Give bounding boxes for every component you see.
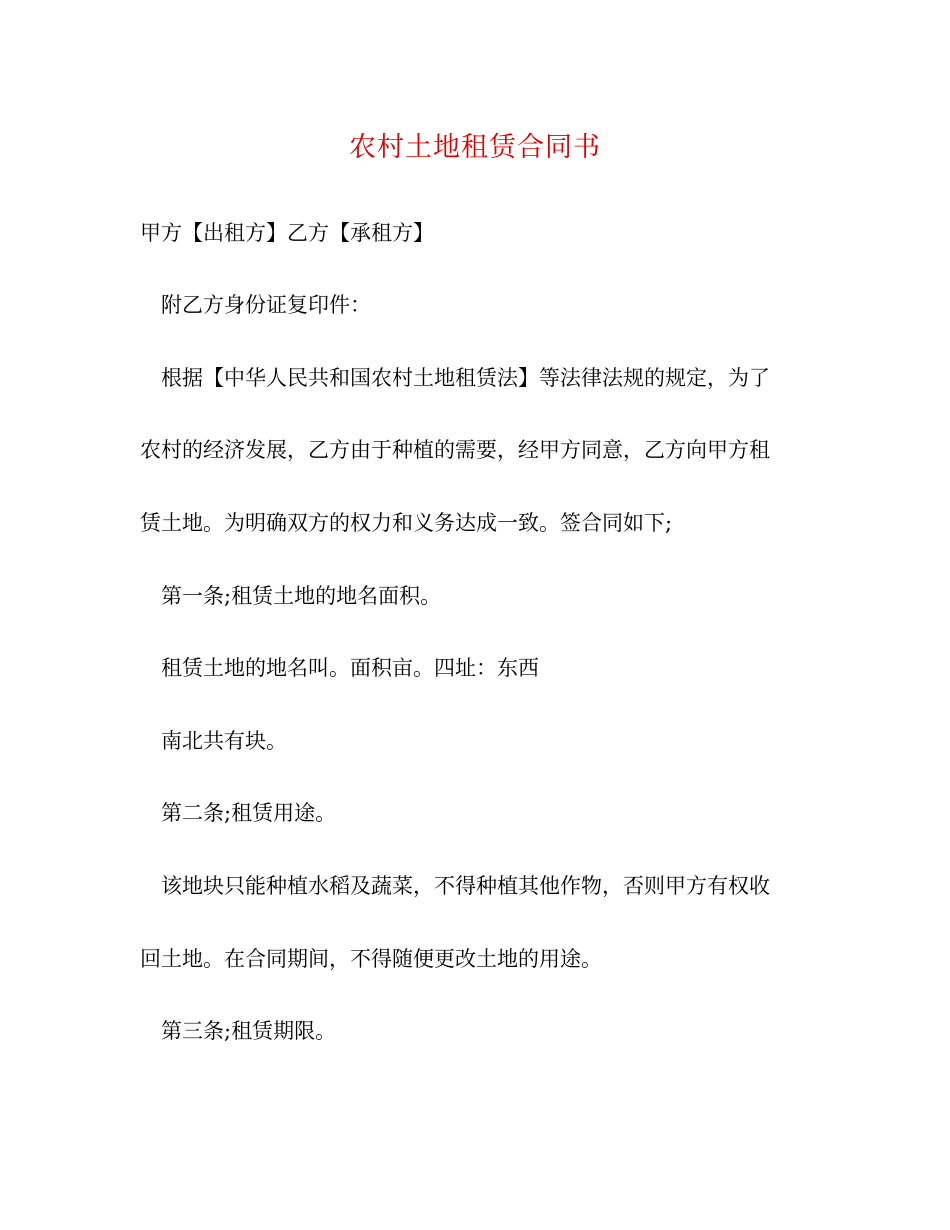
article-2-line-2: 回土地。在合同期间，不得随便更改土地的用途。 (140, 947, 602, 971)
article-2-line-1: 该地块只能种植水稻及蔬菜，不得种植其他作物，否则甲方有权收 (161, 874, 770, 898)
paragraph-basis-line-2: 农村的经济发展，乙方由于种植的需要，经甲方同意，乙方向甲方租 (140, 438, 770, 462)
article-3-heading: 第三条;租赁期限。 (161, 1019, 337, 1043)
paragraph-parties: 甲方【出租方】乙方【承租方】 (140, 221, 434, 245)
article-1-line-2: 南北共有块。 (161, 729, 287, 753)
paragraph-basis-line-3: 赁土地。为明确双方的权力和义务达成一致。签合同如下; (140, 511, 673, 535)
article-2-heading: 第二条;租赁用途。 (161, 801, 337, 825)
paragraph-basis-line-1: 根据【中华人民共和国农村土地租赁法】等法律法规的规定，为了 (161, 366, 770, 390)
article-1-line-1: 租赁土地的地名叫。面积亩。四址：东西 (161, 656, 539, 680)
paragraph-id-copy: 附乙方身份证复印件： (161, 293, 371, 317)
document-title: 农村土地租赁合同书 (349, 132, 601, 163)
article-1-heading: 第一条;租赁土地的地名面积。 (161, 584, 442, 608)
